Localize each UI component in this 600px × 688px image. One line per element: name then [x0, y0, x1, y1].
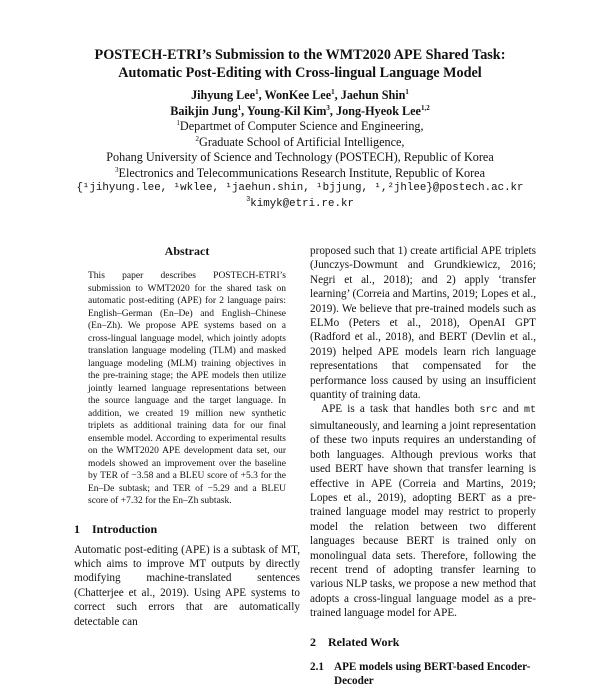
author-affiliation-marker: 1 — [255, 88, 259, 96]
affiliation-1: $^1$Departmet of Computer Science and Engineering, — [176, 119, 424, 133]
author-emails[interactable]: {¹jihyung.lee, ¹wklee, ¹jaehun.shin, ¹bjjung, ¹,²jhlee}@postech.ac.kr — [76, 182, 524, 194]
subsection-number: 2.1 — [310, 660, 324, 673]
author-block — [20, 88, 580, 212]
section-title: Related Work — [328, 634, 400, 649]
author-names-line-2 — [20, 104, 580, 120]
author-affiliation-marker: 1 — [331, 88, 335, 96]
author-separator: , — [258, 88, 262, 102]
author-separator: , — [329, 103, 333, 118]
author-affiliation-marker: 1,2 — [420, 103, 430, 112]
author-names-line-1 — [20, 88, 580, 104]
introduction-paragraph: Automatic post-editing (APE) is a subtask of MT, which aims to improve MT outputs by directly modifying machine-translated sentences (Chatterjee et al., 2019). Using APE systems to correct such errors that are automatically detectable can — [74, 543, 300, 628]
author-name: WonKee Lee — [264, 88, 332, 102]
author-name: Jihyung Lee — [191, 88, 256, 102]
body-paragraph-2: APE is a task that handles both src and mt simultaneously, and learning a joint representation of these two inputs requires an understanding of both languages. Although previous works that used BERT have shown that transfer learning is effective in APE (Correia and Martins, 2019; Lopes et al., 2019), adopting BERT as a pre-trained language model may restrict to properly model the relation between two different languages because BERT is trained only on monolingual data sets. Therefore, following the recent trend of adopting transfer learning to various NLP tasks, we propose a new method that adopts a cross-lingual language model as a pre-trained language model for APE. — [310, 403, 536, 620]
title-line-2: Automatic Post-Editing with Cross-lingual Language Model — [118, 65, 482, 81]
right-column — [310, 244, 536, 688]
abstract-text: This paper describes POSTECH-ETRI’s submission to WMT2020 for the shared task on automatic post-editing (APE) for 2 language pairs: English–German (En–De) and English–Chinese (En–Zh). We propose APE systems based on a cross-lingual language model, which jointly adopts translation language modeling (TLM) and masked language modeling (MLM) training objectives in the pre-training stage; the APE models then utilize jointly learned language representations between the source language and the target language. In addition, we created 19 million new synthetic triplets as additional training data for our final ensemble model. According to experimental results on the WMT2020 APE development data set, our models showed an improvement over the baseline by TER of −3.58 and a BLEU score of +5.3 for the En–De subtask; and TER of −5.29 and a BLEU score of +7.32 for the En–Zh subtask. — [88, 271, 286, 506]
author-email-etri[interactable]: $^3$kimyk@etri.re.kr — [246, 195, 354, 210]
affiliation-2: $^2$Graduate School of Artificial Intelligence, — [195, 134, 405, 149]
subsection-heading — [310, 660, 536, 688]
left-column — [74, 244, 300, 629]
author-affiliation-marker: 3 — [326, 103, 330, 112]
inline-code-src: src — [479, 405, 498, 417]
author-name: Jaehun Shin — [340, 88, 406, 102]
author-affiliation-marker: 1 — [237, 103, 242, 112]
author-separator: , — [334, 88, 338, 102]
author-name: Baikjin Jung — [170, 103, 238, 118]
inline-code-mt: mt — [523, 405, 536, 417]
author-separator: , — [241, 103, 245, 118]
section-number: 2 — [310, 634, 316, 649]
author-affiliation-marker: 1 — [405, 88, 409, 96]
section-heading-related-work — [310, 635, 536, 650]
affiliation-institution: Pohang University of Science and Technology (POSTECH), Republic of Korea — [106, 150, 494, 164]
body-paragraph-1: proposed such that 1) create artificial APE triplets (Junczys-Dowmunt and Grundkiewicz, 2016; Negri et al., 2018); and 2) apply ‘transfer learning’ (Correia and Martins, 2019; Lopes et al., 2019). We believe that pre-trained models such as ELMo (Peters et al., 2018), OpenAI GPT (Radford et al., 2018), and BERT (Devlin et al., 2019) helped APE models learn rich language representations that compensated for the performance loss caused by using an insufficient quantity of training data. — [310, 245, 536, 402]
author-name: Jong-Hyeok Lee — [336, 103, 421, 118]
section-heading-introduction — [74, 522, 300, 537]
paper-title — [40, 46, 560, 82]
affiliation-3: $^3$Electronics and Telecommunications Research Institute, Republic of Korea — [115, 165, 485, 180]
section-number: 1 — [74, 521, 80, 536]
author-name: Young-Kil Kim — [246, 103, 327, 118]
abstract-heading: Abstract — [164, 244, 210, 258]
section-title: Introduction — [92, 521, 158, 536]
subsection-title: APE models using BERT-based Encoder-Decoder — [334, 660, 531, 687]
title-line-1: POSTECH-ETRI’s Submission to the WMT2020 APE Shared Task: — [94, 47, 506, 63]
